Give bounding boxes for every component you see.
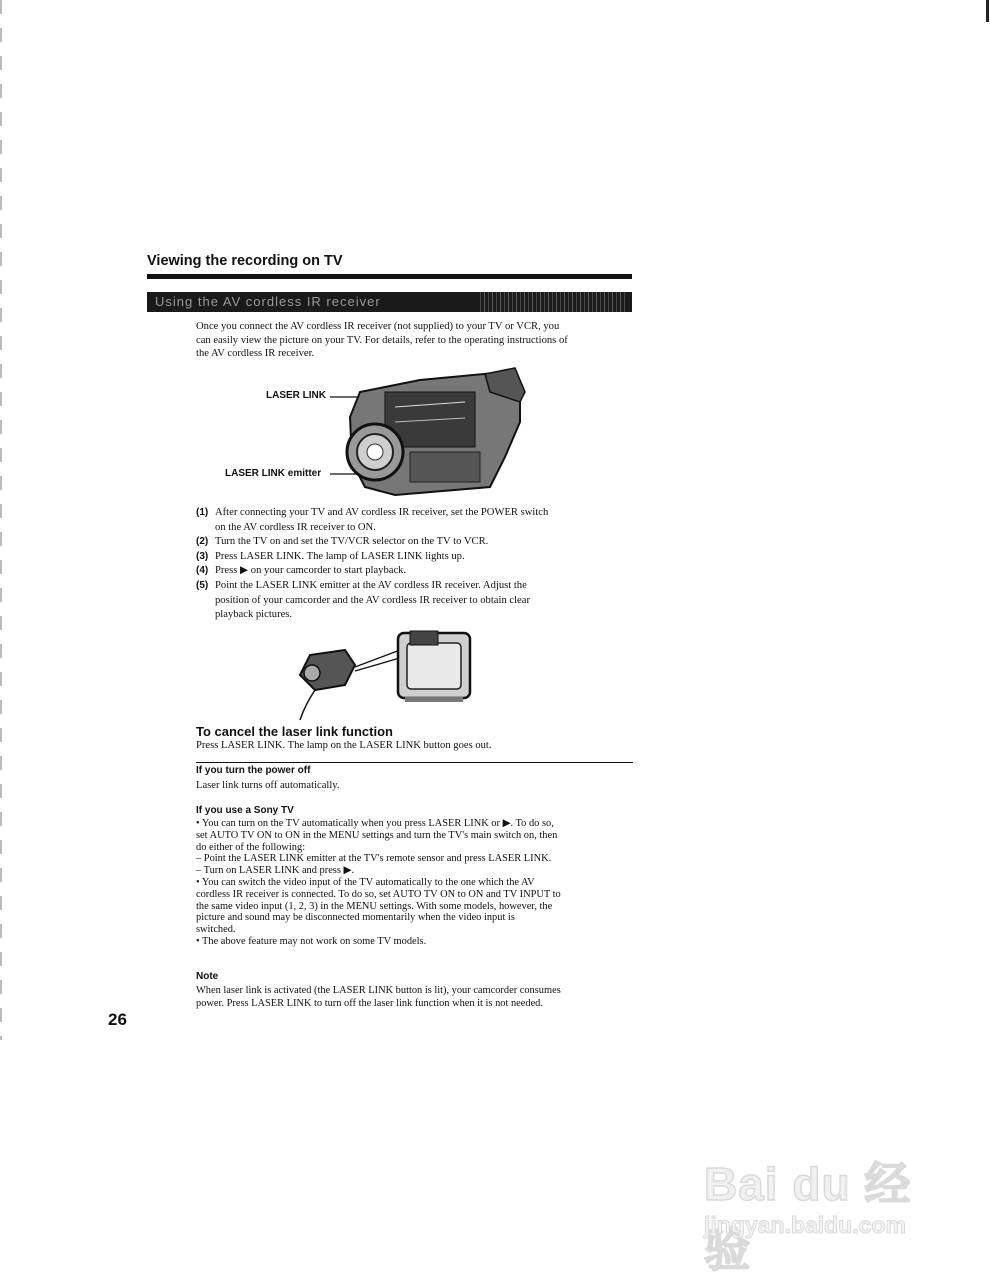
sony-tv-line: cordless IR receiver is connected. To do so, set AUTO TV ON to ON and TV INPUT to — [196, 888, 561, 900]
sony-tv-line: switched. — [196, 924, 236, 936]
title-rule — [147, 274, 632, 279]
intro-line: Once you connect the AV cordless IR receiver (not supplied) to your TV or VCR, you — [196, 321, 560, 332]
step-item — [196, 535, 636, 550]
camcorder-to-tv-illustration — [260, 625, 490, 725]
note-line: When laser link is activated (the LASER LINK button is lit), your camcorder consumes — [196, 985, 561, 996]
step-line: Press LASER LINK. The lamp of LASER LINK lights up. — [215, 550, 465, 562]
sony-tv-list — [196, 818, 636, 948]
intro-line: can easily view the picture on your TV. For details, refer to the operating instructions of — [196, 334, 568, 346]
tv-link-figure — [260, 625, 490, 725]
step-item — [196, 550, 636, 565]
sony-tv-line: do either of the following: — [196, 841, 306, 853]
sony-tv-line: – Point the LASER LINK emitter at the TV's remote sensor and press LASER LINK. — [196, 853, 552, 865]
step-line: on the AV cordless IR receiver to ON. — [215, 521, 376, 533]
cancel-rule — [196, 762, 633, 763]
watermark-logo: Bai du 经验 — [704, 1158, 912, 1276]
scan-edge-mark — [986, 0, 989, 22]
intro-paragraph — [196, 320, 636, 361]
step-line: Point the LASER LINK emitter at the AV cordless IR receiver. Adjust the — [215, 579, 527, 591]
step-item — [196, 564, 636, 579]
steps-list — [196, 506, 636, 623]
sony-tv-line: – Turn on LASER LINK and press ▶. — [196, 865, 355, 877]
power-off-heading: If you turn the power off — [196, 765, 311, 776]
step-item — [196, 579, 636, 623]
cancel-heading: To cancel the laser link function — [196, 724, 393, 739]
step-line: playback pictures. — [215, 609, 293, 621]
step-number: (3) — [196, 550, 209, 562]
scan-edge-line — [0, 0, 2, 1040]
subsection-banner — [147, 292, 632, 312]
step-number: (4) — [196, 565, 209, 577]
label-laser-link: LASER LINK — [266, 390, 326, 401]
label-laser-link-emitter: LASER LINK emitter — [225, 468, 322, 479]
section-title: Viewing the recording on TV — [147, 253, 343, 269]
banner-text: Using the AV cordless IR receiver — [155, 294, 381, 309]
note-heading: Note — [196, 971, 219, 982]
step-number: (5) — [196, 579, 209, 591]
banner-noise — [477, 292, 627, 312]
sony-tv-line: set AUTO TV ON to ON in the MENU settings and turn the TV's main switch on, then — [196, 829, 558, 841]
power-off-text: Laser link turns off automatically. — [196, 780, 340, 791]
baidu-watermark — [704, 1140, 944, 1276]
note-line: power. Press LASER LINK to turn off the laser link function when it is not needed. — [196, 997, 543, 1009]
sony-tv-line: • You can turn on the TV automatically when you press LASER LINK or ▶. To do so, — [196, 818, 554, 829]
step-item — [196, 506, 636, 535]
page-number: 26 — [108, 1010, 127, 1029]
cancel-text: Press LASER LINK. The lamp on the LASER LINK button goes out. — [196, 740, 492, 751]
sony-tv-line: picture and sound may be disconnected momentarily when the video input is — [196, 912, 515, 924]
step-line: Press ▶ on your camcorder to start playback. — [215, 565, 407, 577]
camcorder-illustration — [220, 362, 540, 502]
sony-tv-line: • You can switch the video input of the TV automatically to the one which the AV — [196, 876, 535, 888]
step-number: (1) — [196, 507, 209, 518]
note-text — [196, 985, 636, 1011]
step-line: Turn the TV on and set the TV/VCR selector on the TV to VCR. — [215, 536, 489, 548]
step-line: After connecting your TV and AV cordless IR receiver, set the POWER switch — [215, 507, 549, 518]
watermark-url: jingyan.baidu.com — [704, 1212, 906, 1238]
step-number: (2) — [196, 536, 209, 548]
intro-line: the AV cordless IR receiver. — [196, 348, 315, 360]
camcorder-figure — [220, 362, 540, 502]
sony-tv-line: • The above feature may not work on some TV models. — [196, 935, 427, 947]
sony-tv-line: the same video input (1, 2, 3) in the MENU settings. With some models, however, the — [196, 900, 553, 912]
step-line: position of your camcorder and the AV cordless IR receiver to obtain clear — [215, 594, 530, 606]
sony-tv-heading: If you use a Sony TV — [196, 805, 294, 816]
